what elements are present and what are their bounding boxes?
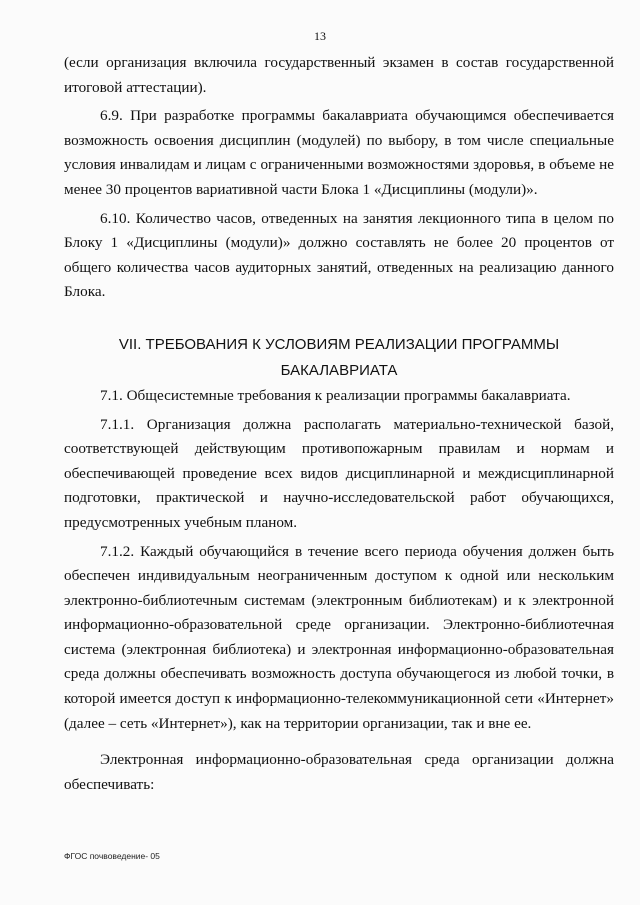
paragraph-7-1-1: 7.1.1. Организация должна располагать материально-технической базой, соответствующей действующим противопожарным правилам и нормам и обеспечивающей проведение всех видов дисциплинарной и междисциплинарной подготовки, практической и научно-исследовательской работ обучающихся, предусмотренных учебным планом. <box>64 415 614 531</box>
document-body <box>64 51 614 797</box>
paragraph-7-1: 7.1. Общесистемные требования к реализации программы бакалавриата. <box>100 386 571 404</box>
footer-code: ФГОС почвоведение- 05 <box>64 851 160 861</box>
paragraph-6-9: 6.9. При разработке программы бакалавриата обучающимся обеспечивается возможность освоения дисциплин (модулей) по выбору, в том числе специальные условия инвалидам и лицам с ограниченными возможностями здоровья, в объеме не менее 30 процентов вариативной части Блока 1 «Дисциплины (модули)». <box>64 107 614 198</box>
page-number: 13 <box>314 29 326 43</box>
paragraph-exam-note: (если организация включила государственный экзамен в состав государственной итоговой аттестации). <box>64 54 614 96</box>
paragraph-6-10: 6.10. Количество часов, отведенных на занятия лекционного типа в целом по Блоку 1 «Дисциплины (модули)» должно составлять не более 20 процентов от общего количества часов аудиторных занятий, отведенных на реализацию данного Блока. <box>64 209 614 301</box>
section-heading: VII. ТРЕБОВАНИЯ К УСЛОВИЯМ РЕАЛИЗАЦИИ ПРОГРАММЫ БАКАЛАВРИАТА <box>118 335 560 379</box>
paragraph-eios: Электронная информационно-образовательная среда организации должна обеспечивать: <box>64 751 614 793</box>
paragraph-7-1-2: 7.1.2. Каждый обучающийся в течение всего периода обучения должен быть обеспечен индивидуальным неограниченным доступом к одной или нескольким электронно-библиотечным системам (электронным библиотекам) и к электронной информационно-образовательной среде организации. Электронно-библиотечная система (электронная библиотека) и электронная информационно-образовательная среда должны обеспечивать возможность доступа обучающегося из любой точки, в которой имеется доступ к информационно-телекоммуникационной сети «Интернет» (далее – сеть «Интернет»), как на территории организации, так и вне ее. <box>64 542 614 732</box>
